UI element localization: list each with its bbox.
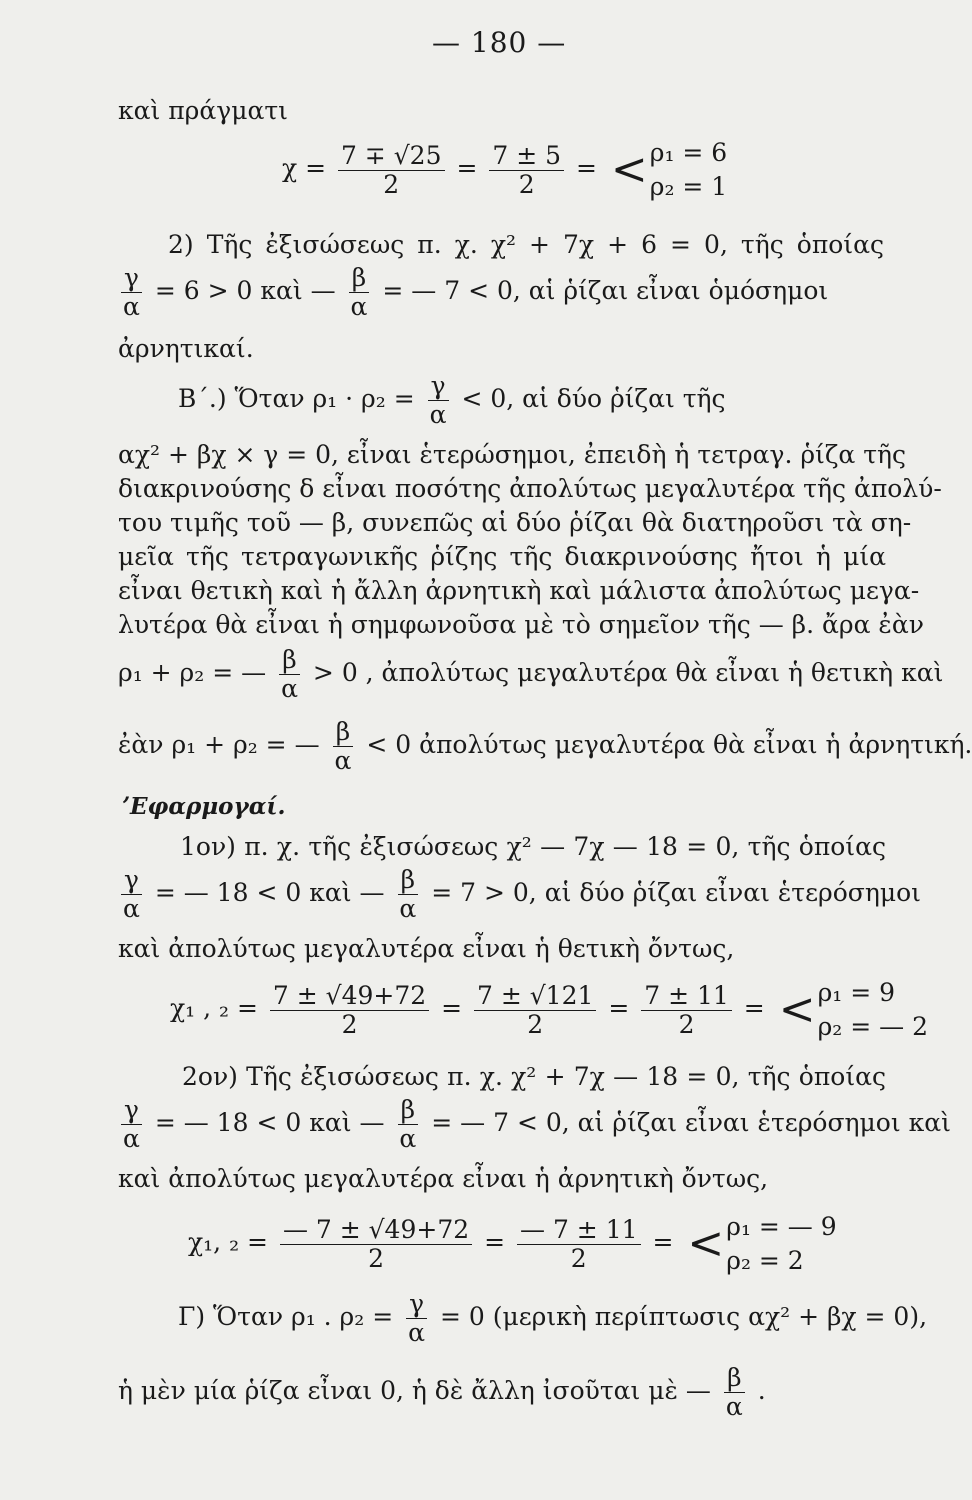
text-line-20: 2ον) Τῆς ἐξισώσεως π. χ. χ² + 7χ — 18 = 0, τῆς ὁποίας: [182, 1062, 886, 1091]
text-line-03: 2) Τῆς ἐξισώσεως π. χ. χ² + 7χ + 6 = 0, τῆς ὁποίας: [168, 230, 884, 259]
root-2: ρ₂ = — 2: [817, 1012, 928, 1041]
text-line-21: $\frac{\gamma}{\alpha}$ = — 18 < 0 καὶ — $\frac{\beta}{\alpha}$ = — 7 < 0, αἱ ῥίζαι εἶναι ἑτερόσημοι καὶ: [116, 1096, 951, 1153]
fraction-7pm5: $\frac{7 \pm 5}{2}$: [489, 142, 564, 199]
text-line-22: καὶ ἀπολύτως μεγαλυτέρα εἶναι ἡ ἀρνητικὴ ὄντως,: [118, 1164, 769, 1193]
text-line-11: εἶναι θετικὴ καὶ ἡ ἄλλη ἀρνητικὴ καὶ μάλιστα ἀπολύτως μεγα-: [118, 576, 920, 605]
formula-x-roots: χ = $\frac{7 \mp √25}{2}$ = $\frac{7 \pm 5}{2}$ = < ρ₁ = 6 ρ₂ = 1: [282, 136, 727, 204]
page-number: — 180 —: [432, 26, 567, 59]
root-1: ρ₁ = 9: [817, 978, 896, 1007]
root-2: ρ₂ = 1: [649, 172, 728, 201]
text-line-08: διακρινούσης δ εἶναι ποσότης ἀπολύτως μεγαλυτέρα τῆς ἀπολύ-: [118, 474, 942, 503]
formula-x12-positive: χ₁ , ₂ = $\frac{7 \pm √49+72}{2}$ = $\frac{7 \pm √121}{2}$ = $\frac{7 \pm 11}{2}$ = < ρ₁ = 9 ρ₂ = — 2: [170, 976, 928, 1044]
text-line-14: ἐὰν ρ₁ + ρ₂ = — $\frac{\beta}{\alpha}$ < 0 ἀπολύτως μεγαλυτέρα θὰ εἶναι ἡ ἀρνητική.: [118, 717, 972, 775]
text-line-18: καὶ ἀπολύτως μεγαλυτέρα εἶναι ἡ θετικὴ ὄντως,: [118, 934, 735, 963]
text-line-09: του τιμῆς τοῦ — β, συνεπῶς αἱ δύο ῥίζαι θὰ διατηροῦσι τὰ ση-: [118, 508, 912, 537]
text-line-04: $\frac{\gamma}{\alpha}$ = 6 > 0 καὶ — $\frac{\beta}{\alpha}$ = — 7 < 0, αἱ ῥίζαι εἶναι ὁμόσημοι: [116, 264, 828, 321]
section-heading-applications: ʼΕφαρμογαί.: [122, 793, 286, 820]
roots-brace: < ρ₁ = 6 ρ₂ = 1: [611, 136, 727, 204]
text-line-25: ἡ μὲν μία ῥίζα εἶναι 0, ἡ δὲ ἄλλη ἰσοῦται μὲ — $\frac{\beta}{\alpha}$ .: [118, 1363, 766, 1421]
root-1: ρ₁ = 6: [649, 138, 728, 167]
text-line-24: Γ) Ὅταν ρ₁ . ρ₂ = $\frac{\gamma}{\alpha}$ = 0 (μερικὴ περίπτωσις αχ² + βχ = 0),: [178, 1289, 928, 1347]
text-line-12: λυτέρα θὰ εἶναι ἡ σημφωνοῦσα μὲ τὸ σημεῖον τῆς — β. ἄρα ἐὰν: [118, 610, 924, 639]
text-line-05: ἀρνητικαί.: [118, 334, 254, 363]
text-line-10: μεῖα τῆς τετραγωνικῆς ῥίζης τῆς διακρινούσης ἤτοι ἡ μία: [118, 542, 886, 571]
text-line-17: $\frac{\gamma}{\alpha}$ = — 18 < 0 καὶ — $\frac{\beta}{\alpha}$ = 7 > 0, αἱ δύο ῥίζαι εἶναι ἑτερόσημοι: [116, 866, 921, 923]
root-2: ρ₂ = 2: [726, 1246, 804, 1275]
text-line-16: 1ον) π. χ. τῆς ἐξισώσεως χ² — 7χ — 18 = 0, τῆς ὁποίας: [180, 832, 886, 861]
fraction-sqrt25: $\frac{7 \mp √25}{2}$: [338, 142, 445, 199]
text-line-01: καὶ πράγματι: [118, 96, 288, 125]
text-line-06: Β΄.) Ὅταν ρ₁ · ρ₂ = $\frac{\gamma}{\alpha}$ < 0, αἱ δύο ῥίζαι τῆς: [178, 371, 726, 429]
formula-x-label: χ =: [282, 153, 327, 183]
root-1: ρ₁ = — 9: [726, 1212, 837, 1241]
formula-x12-negative: χ₁, ₂ = $\frac{— 7 \pm √49+72}{2}$ = $\frac{— 7 \pm 11}{2}$ = < ρ₁ = — 9 ρ₂ = 2: [188, 1210, 837, 1278]
text-line-13: ρ₁ + ρ₂ = — $\frac{\beta}{\alpha}$ > 0 , ἀπολύτως μεγαλυτέρα θὰ εἶναι ἡ θετικὴ καὶ: [118, 645, 944, 703]
text-line-07: αχ² + βχ × γ = 0, εἶναι ἑτερώσημοι, ἐπειδὴ ἡ τετραγ. ῥίζα τῆς: [118, 440, 907, 469]
